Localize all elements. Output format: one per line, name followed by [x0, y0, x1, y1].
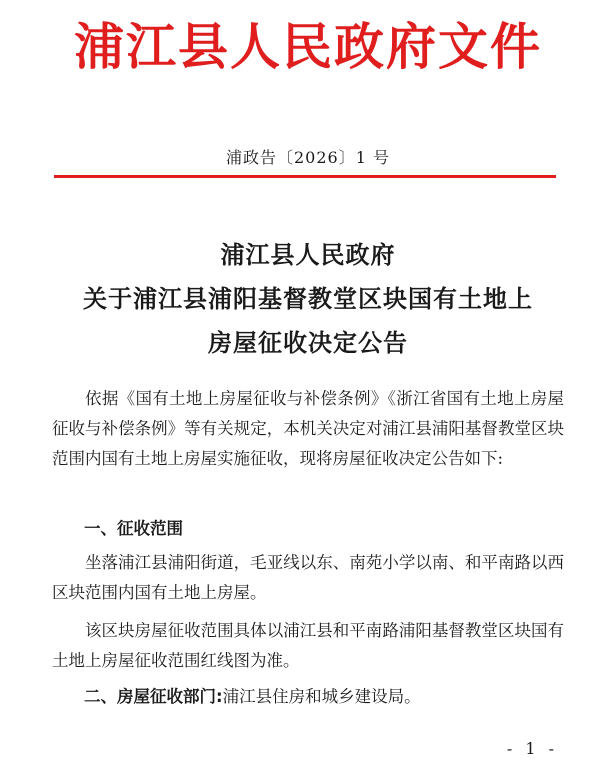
section2-label: 二、房屋征收部门: — [84, 687, 223, 706]
document-number: 浦政告〔2026〕1 号 — [226, 148, 390, 167]
page-number: - 1 - — [506, 739, 558, 758]
section1-heading: 一、征收范围 — [84, 519, 183, 538]
section1-paragraph-2: 该区块房屋征收范围具体以浦江县和平南路浦阳基督教堂区块国有土地上房屋征收范围红线图为准。 — [52, 621, 564, 670]
section2-value: 浦江县住房和城乡建设局。 — [222, 687, 421, 706]
section1-paragraph-1: 坐落浦江县浦阳街道，毛亚线以东、南苑小学以南、和平南路以西区块范围内国有土地上房屋。 — [52, 553, 564, 602]
title-line-2: 关于浦江县浦阳基督教堂区块国有土地上 — [83, 285, 533, 313]
section2-line — [84, 682, 421, 712]
title-line-3: 房屋征收决定公告 — [208, 329, 408, 357]
title-line-1: 浦江县人民政府 — [220, 241, 396, 269]
intro-paragraph: 依据《国有土地上房屋征收与补偿条例》《浙江省国有土地上房屋征收与补偿条例》等有关规定，本机关决定对浦江县浦阳基督教堂区块范围内国有土地上房屋实施征收，现将房屋征收决定公告如下: — [52, 389, 564, 468]
red-divider-line — [54, 175, 556, 178]
document-masthead: 浦江县人民政府文件 — [74, 18, 542, 76]
